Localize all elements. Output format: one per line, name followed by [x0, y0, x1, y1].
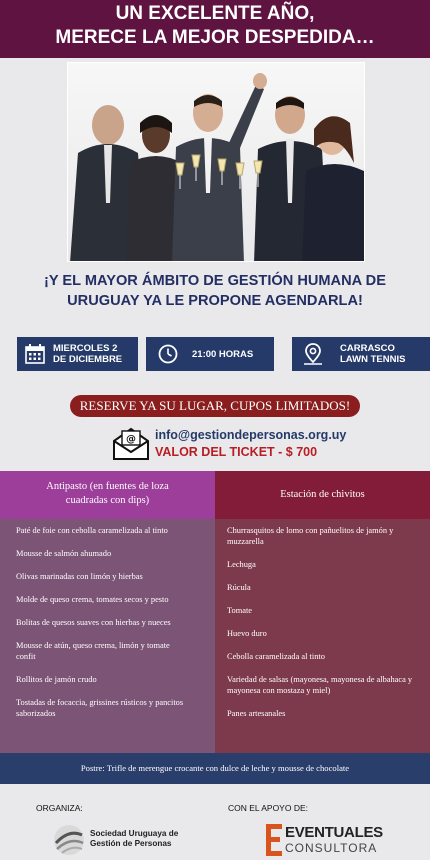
contact-block: [112, 425, 372, 465]
eventuales-name: EVENTUALES: [285, 824, 383, 841]
list-item: Mousse de salmón ahumado: [16, 549, 112, 558]
list-item: Rollitos de jamón crudo: [16, 675, 97, 684]
header-line-1: UN EXCELENTE AÑO,: [115, 3, 315, 24]
celebration-photo: [67, 62, 365, 262]
antipasto-title-line-1: Antipasto (en fuentes de loza: [46, 481, 169, 492]
contact-email[interactable]: info@gestiondepersonas.org.uy: [155, 428, 347, 442]
location-box: [292, 337, 430, 371]
antipasto-title-line-2: cuadradas con dips): [65, 495, 150, 506]
menu-section: [0, 471, 430, 753]
subheadline: [18, 271, 412, 311]
list-item: Lechuga: [227, 560, 256, 569]
date-line-2: DE DICIEMBRE: [53, 354, 123, 365]
chivitos-title: Estación de chivitos: [215, 471, 430, 519]
list-item: Variedad de salsas (mayonesa, mayonesa de albahaca y mayonesa con mostaza y miel): [227, 675, 413, 695]
apoyo-label: CON EL APOYO DE:: [228, 803, 308, 813]
location-text: [340, 343, 405, 365]
subheadline-line-2: URUGUAY YA LE PROPONE AGENDARLA!: [67, 293, 363, 309]
antipasto-column: [0, 471, 215, 753]
date-line-1: MIERCOLES 2: [53, 343, 118, 354]
eventuales-subtitle: CONSULTORA: [285, 841, 378, 855]
antipasto-title: [0, 471, 215, 519]
calendar-icon: [25, 344, 45, 364]
list-item: Churrasquitos de lomo con pañuelitos de jamón y muzzarella: [227, 526, 394, 546]
location-line-1: CARRASCO: [340, 343, 395, 354]
eventuales-logo-icon: [266, 824, 282, 856]
eventuales-logo: [266, 822, 406, 858]
date-text: [53, 343, 122, 365]
toasting-people-illustration: [68, 63, 365, 262]
list-item: Bolitas de quesos suaves con hierbas y nueces: [16, 618, 171, 627]
list-item: Tostadas de focaccia, grissines rústicos y pancitos saborizados: [16, 698, 184, 718]
chivitos-list: [215, 525, 430, 719]
svg-text:@: @: [126, 434, 136, 445]
chivitos-column: [215, 471, 430, 753]
subheadline-line-1: ¡Y EL MAYOR ÁMBITO DE GESTIÓN HUMANA DE: [44, 273, 386, 289]
list-item: Tomate: [227, 606, 252, 615]
page-header: [0, 0, 430, 58]
list-item: Mousse de atún, queso crema, limón y tomate confit: [16, 641, 170, 661]
time-box: [146, 337, 274, 371]
list-item: Olivas marinadas con limón y hierbas: [16, 572, 143, 581]
date-box: [17, 337, 138, 371]
list-item: Panes artesanales: [227, 709, 286, 718]
sugp-name-line-1: Sociedad Uruguaya de: [90, 829, 179, 838]
antipasto-list: [0, 525, 215, 719]
clock-icon: [158, 344, 178, 364]
list-item: Huevo duro: [227, 629, 267, 638]
sugp-name-line-2: Gestión de Personas: [90, 839, 172, 848]
location-line-2: LAWN TENNIS: [340, 354, 406, 365]
sugp-logo-icon: [52, 823, 86, 857]
list-item: Paté de foie con cebolla caramelizada al tinto: [16, 526, 168, 535]
dessert-bar: Postre: Trifle de merengue crocante con dulce de leche y mousse de chocolate: [0, 753, 430, 784]
sugp-name: [90, 829, 178, 849]
ticket-price: VALOR DEL TICKET - $ 700: [155, 445, 318, 459]
list-item: Rúcula: [227, 583, 251, 592]
list-item: Cebolla caramelizada al tinto: [227, 652, 325, 661]
envelope-icon: [112, 427, 150, 461]
organiza-label: ORGANIZA:: [36, 803, 83, 813]
location-pin-icon: [302, 343, 324, 365]
reserve-banner: RESERVE YA SU LUGAR, CUPOS LIMITADOS!: [70, 395, 360, 417]
header-line-2: MERECE LA MEJOR DESPEDIDA…: [55, 27, 375, 48]
sugp-logo: [52, 822, 222, 858]
time-text: 21:00 HORAS: [192, 348, 254, 360]
list-item: Molde de queso crema, tomates secos y pesto: [16, 595, 169, 604]
